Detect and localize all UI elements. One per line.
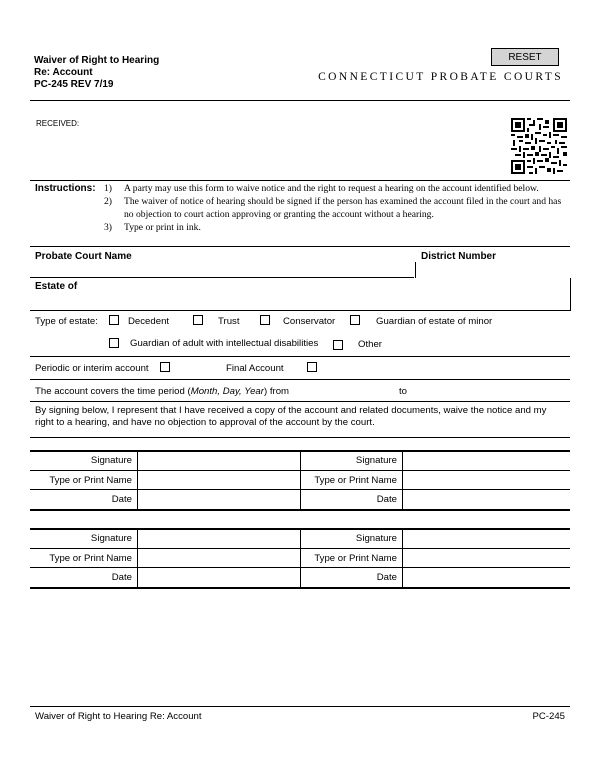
signature-3-field[interactable] <box>138 529 300 548</box>
signature-label: Signature <box>355 533 397 544</box>
periodic-account-checkbox[interactable] <box>160 362 170 372</box>
name-4-field[interactable] <box>403 549 570 567</box>
estate-of-box-right <box>570 278 571 311</box>
instruction-item <box>104 221 564 234</box>
date-label: Date <box>111 494 132 505</box>
period-to-field[interactable] <box>412 383 562 397</box>
instructions-list <box>104 182 564 234</box>
conservator-label: Conservator <box>283 316 336 327</box>
decedent-checkbox[interactable] <box>109 315 119 325</box>
estate-of-field[interactable] <box>30 278 570 310</box>
instruction-number: 2) <box>104 196 112 207</box>
name-label: Type or Print Name <box>314 553 397 564</box>
trust-checkbox[interactable] <box>193 315 203 325</box>
date-label: Date <box>376 494 397 505</box>
signature-block-1-bottom <box>30 509 570 511</box>
estate-type-label: Type of estate: <box>35 316 98 327</box>
estate-of-label: Estate of <box>35 281 78 292</box>
guardian-minor-label: Guardian of estate of minor <box>376 316 493 327</box>
conservator-checkbox[interactable] <box>260 315 270 325</box>
instruction-item <box>104 195 564 221</box>
date-1-field[interactable] <box>138 490 300 509</box>
periodic-account-label: Periodic or interim account <box>35 363 149 374</box>
signature-4-field[interactable] <box>403 529 570 548</box>
other-checkbox[interactable] <box>333 340 343 350</box>
estate-type-divider <box>30 356 570 357</box>
waiver-statement: By signing below, I represent that I have received a copy of the account and related documents, waive the notice and my right to a hearing, and have no objection to approval of the account by the court. <box>35 405 547 428</box>
probate-court-name-label: Probate Court Name <box>35 251 132 262</box>
instruction-item <box>104 182 564 195</box>
period-format: Month, Day, Year <box>190 386 264 397</box>
other-label: Other <box>358 339 382 350</box>
footer-divider <box>30 706 570 707</box>
name-2-field[interactable] <box>403 471 570 489</box>
statement-divider <box>30 437 570 438</box>
form-title-line1: Waiver of Right to Hearing <box>34 55 160 66</box>
signature-block-2-bottom <box>30 587 570 589</box>
signature-2-field[interactable] <box>403 451 570 470</box>
reset-button[interactable]: RESET <box>491 48 559 66</box>
court-name: CONNECTICUT PROBATE COURTS <box>318 71 563 83</box>
instructions-label: Instructions: <box>35 183 96 194</box>
form-title <box>34 55 159 91</box>
instruction-number: 1) <box>104 183 112 194</box>
final-account-label: Final Account <box>226 363 284 374</box>
qr-code <box>511 118 567 174</box>
signature-label: Signature <box>355 455 397 466</box>
footer-form-title: Waiver of Right to Hearing Re: Account <box>35 711 202 722</box>
probate-court-name-field[interactable] <box>30 262 414 276</box>
date-2-field[interactable] <box>403 490 570 509</box>
date-label: Date <box>376 572 397 583</box>
form-number: PC-245 REV 7/19 <box>34 79 114 90</box>
period-from-field[interactable] <box>328 383 392 397</box>
instruction-text: Type or print in ink. <box>124 222 201 233</box>
district-number-label: District Number <box>421 251 497 262</box>
date-4-field[interactable] <box>403 568 570 587</box>
account-kind-divider <box>30 379 570 380</box>
period-prefix: The account covers the time period ( <box>35 386 191 397</box>
guardian-adult-checkbox[interactable] <box>109 338 119 348</box>
footer-form-number: PC-245 <box>532 711 565 722</box>
instructions-divider <box>30 246 570 247</box>
date-3-field[interactable] <box>138 568 300 587</box>
received-label: RECEIVED: <box>36 119 80 128</box>
date-label: Date <box>111 572 132 583</box>
district-number-field[interactable] <box>416 262 570 276</box>
estate-of-divider <box>30 310 571 311</box>
instruction-text: The waiver of notice of hearing should be signed if the person has examined the account filed in the court and has no objection to court action approving or granting the account without a hearing. <box>124 196 562 220</box>
name-3-field[interactable] <box>138 549 300 567</box>
name-label: Type or Print Name <box>49 475 132 486</box>
signature-label: Signature <box>90 455 132 466</box>
received-divider <box>30 180 570 181</box>
form-title-line2: Re: Account <box>34 67 93 78</box>
name-label: Type or Print Name <box>314 475 397 486</box>
period-label <box>35 386 289 397</box>
period-to-label: to <box>399 386 408 397</box>
court-district-separator <box>415 262 416 278</box>
period-suffix: ) from <box>263 386 290 397</box>
header-divider <box>30 100 570 101</box>
signature-1-field[interactable] <box>138 451 300 470</box>
guardian-minor-checkbox[interactable] <box>350 315 360 325</box>
final-account-checkbox[interactable] <box>307 362 317 372</box>
instruction-number: 3) <box>104 222 112 233</box>
name-1-field[interactable] <box>138 471 300 489</box>
name-label: Type or Print Name <box>49 553 132 564</box>
guardian-adult-label: Guardian of adult with intellectual disabilities <box>130 338 319 349</box>
period-divider <box>30 401 570 402</box>
decedent-label: Decedent <box>128 316 170 327</box>
trust-label: Trust <box>218 316 240 327</box>
instruction-text: A party may use this form to waive notice and the right to request a hearing on the account identified below. <box>124 183 539 194</box>
signature-label: Signature <box>90 533 132 544</box>
